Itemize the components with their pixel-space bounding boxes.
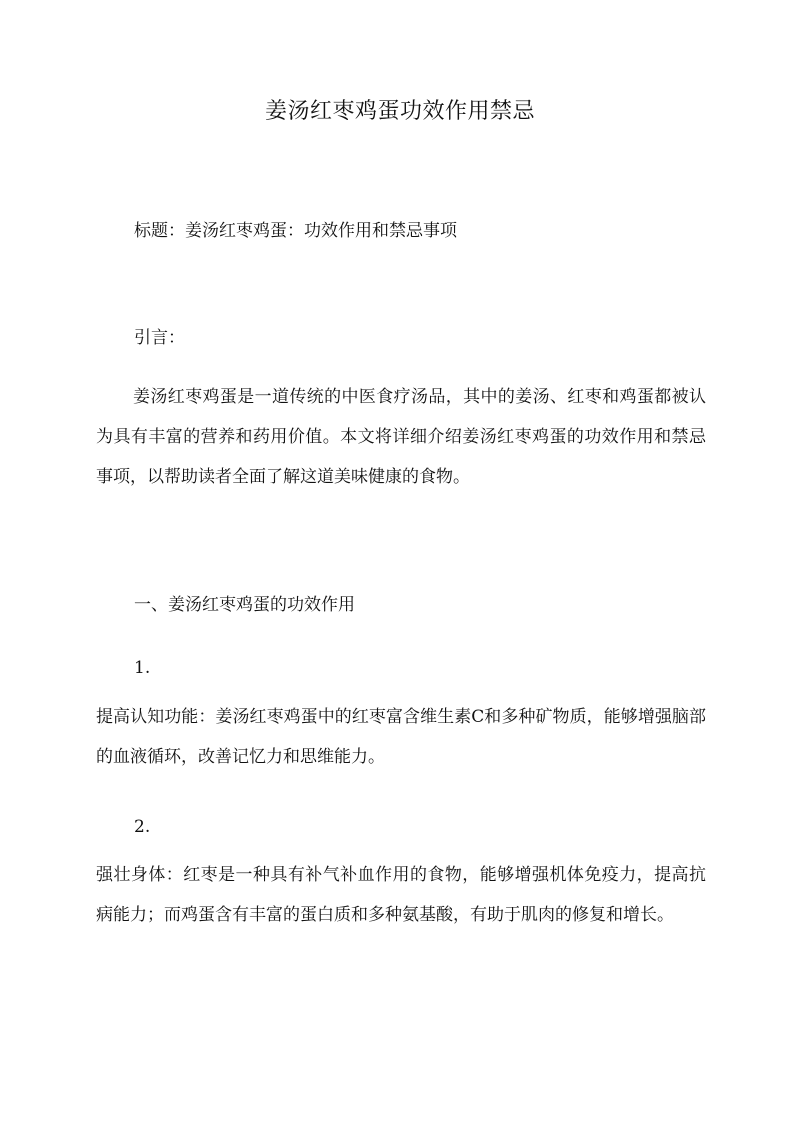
section-heading: 一、姜汤红枣鸡蛋的功效作用: [134, 595, 355, 615]
intro-heading: 引言：: [134, 328, 185, 348]
list-item-number: 2.: [134, 817, 151, 837]
intro-paragraph: 姜汤红枣鸡蛋是一道传统的中医食疗汤品，其中的姜汤、红枣和鸡蛋都被认为具有丰富的营养和药用价值。本文将详细介绍姜汤红枣鸡蛋的功效作用和禁忌事项，以帮助读者全面了解这道美味健康的食物。: [96, 387, 706, 487]
list-item-text: 强壮身体：红枣是一种具有补气补血作用的食物，能够增强机体免疫力，提高抗病能力；而鸡蛋含有丰富的蛋白质和多种氨基酸，有助于肌肉的修复和增长。: [96, 865, 706, 925]
subtitle-line: 标题：姜汤红枣鸡蛋：功效作用和禁忌事项: [134, 221, 457, 241]
list-item-number: 1.: [134, 658, 151, 678]
list-item-text: 提高认知功能：姜汤红枣鸡蛋中的红枣富含维生素C和多种矿物质，能够增强脑部的血液循环，改善记忆力和思维能力。: [96, 707, 706, 767]
document-title: 姜汤红枣鸡蛋功效作用禁忌: [264, 99, 535, 124]
